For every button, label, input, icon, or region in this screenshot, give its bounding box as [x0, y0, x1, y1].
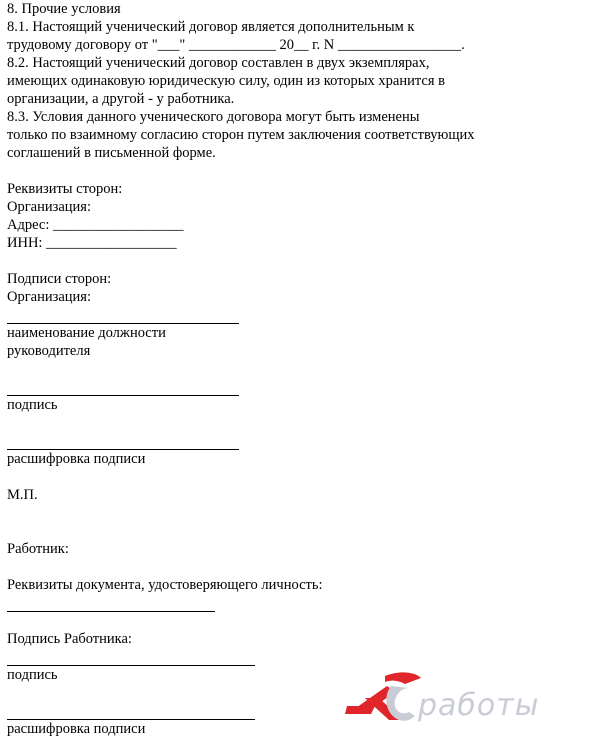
- requisites-inn: ИНН: __________________: [7, 235, 177, 251]
- employee-decoding-rule: [7, 702, 255, 720]
- clause-8-1-line-2: трудовому договору от "___" ____________ 20__ г. N _________________.: [7, 37, 465, 53]
- clause-8-1-line-1: 8.1. Настоящий ученический договор является дополнительным к: [7, 19, 415, 35]
- requisites-heading: Реквизиты сторон:: [7, 181, 123, 197]
- spacer: [7, 252, 475, 270]
- spacer: [7, 162, 475, 180]
- spacer: [7, 360, 475, 378]
- employee-label: Работник:: [7, 541, 69, 557]
- decoding-caption: расшифровка подписи: [7, 451, 146, 467]
- spacer: [7, 468, 475, 486]
- employee-signature-heading: Подпись Работника:: [7, 631, 132, 647]
- position-signature-rule: [7, 306, 239, 324]
- spacer: [7, 504, 475, 522]
- spacer: [7, 414, 475, 432]
- position-caption-line-1: наименование должности: [7, 325, 166, 341]
- requisites-address: Адрес: __________________: [7, 217, 184, 233]
- spacer: [7, 558, 475, 576]
- clause-8-2-line-2: имеющих одинаковую юридическую силу, один из которых хранится в: [7, 73, 445, 89]
- position-caption-line-2: руководителя: [7, 343, 91, 359]
- logo-wordmark: работы: [418, 688, 540, 723]
- employee-signature-caption: подпись: [7, 667, 58, 683]
- spacer: [7, 522, 475, 540]
- requisites-org: Организация:: [7, 199, 92, 215]
- signature-rule: [7, 378, 239, 396]
- clause-8-3-line-1: 8.3. Условия данного ученического договора могут быть изменены: [7, 109, 420, 125]
- signatures-heading: Подписи сторон:: [7, 271, 112, 287]
- signatures-org: Организация:: [7, 289, 92, 305]
- clause-8-2-line-1: 8.2. Настоящий ученический договор составлен в двух экземплярах,: [7, 55, 430, 71]
- id-document-label: Реквизиты документа, удостоверяющего личность:: [7, 577, 323, 593]
- stamp-label: М.П.: [7, 487, 38, 503]
- section-title: 8. Прочие условия: [7, 1, 121, 17]
- clause-8-2-line-3: организации, а другой - у работника.: [7, 91, 235, 107]
- clause-8-3-line-2: только по взаимному согласию сторон путем заключения соответствующих: [7, 127, 475, 143]
- spacer: [7, 612, 475, 630]
- employee-decoding-caption: расшифровка подписи: [7, 721, 146, 737]
- document-body: [7, 0, 475, 738]
- decoding-rule: [7, 432, 239, 450]
- employee-signature-rule: [7, 648, 255, 666]
- id-document-rule: [7, 594, 215, 612]
- clause-8-3-line-3: соглашений в письменной форме.: [7, 145, 216, 161]
- signature-caption: подпись: [7, 397, 58, 413]
